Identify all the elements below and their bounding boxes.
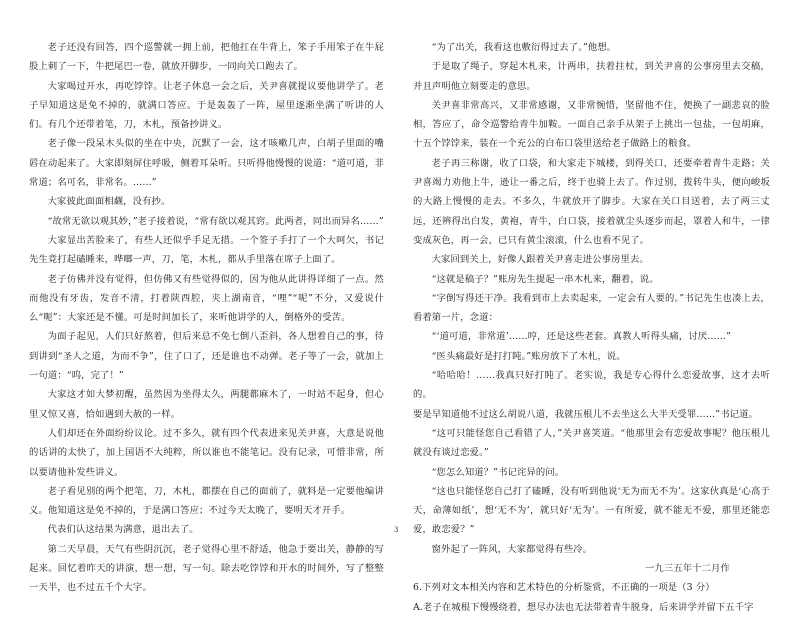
paragraph: “这就是稿子？”账房先生提起一串木札来，翻着，说。	[431, 273, 659, 285]
paragraph: 大家显出苦脸来了，有些人还似乎手足无措。一个签子手打了一个大呵欠，书记先生竟打起磕睡来，哗啷一声，刀，笔，木札，都从手里落在席子上面了。	[29, 234, 384, 266]
paragraph: 大家这才如大梦初醒，虽然因为坐得太久，两腿都麻木了，一时站不起身，但心里又惊又喜，恰如遇到大赦的一样。	[29, 389, 384, 420]
right-text-column	[413, 38, 770, 617]
paragraph: “您怎么知道？”书记诧异的问。	[431, 466, 565, 478]
paragraph: 关尹喜非常高兴，又非常感谢，又非常惋惜，坚留他不住，便换了一副悲哀的脸相，答应了，命令巡警给青牛加鞍。一面自己亲手从架子上挑出一包盐，一包胡麻，十五个饽饽来，装在一个充公的白布口袋里送给老子做路上的粮食。	[413, 99, 770, 150]
paragraph: 窗外起了一阵风，大家都觉得有些冷。	[431, 543, 593, 555]
paragraph: “‘道可道，非常道’……哼，还是这些老套。真教人听得头痛，讨厌……”	[431, 331, 732, 343]
paragraph: “医头痛最好是打打盹。”账房放下了木札，说。	[431, 350, 626, 362]
paragraph: 要是早知道他不过这么胡说八道，我就压根儿不去坐这么大半天受罪……”书记道。	[413, 408, 758, 420]
paragraph: “这也只能怪您自己打了磕睡，没有听到他说‘无为而无不为’。这家伙真是‘心高于天，命薄如纸’，想‘无不为’，就只好‘无为’。一有所爱，就不能无不爱，那里还能恋爱，敢恋爱？”	[413, 485, 770, 536]
paragraph: 老子还没有回答，四个巡警就一拥上前，把他扛在牛背上，笨子手用笨子在牛屁股上刺了一下，牛把尾巴一卷，就放开脚步，一同向关口跑去了。	[29, 42, 384, 73]
paragraph: 老子仿佛并没有觉得，但仿佛又有些觉得似的，因为他从此讲得详细了一点。然而他没有牙齿，发音不清，打着陕西腔，夹上湖南音，“哩”“呢”不分，又爱说什么“呃”：大家还是不懂。可是时间加长了，来听他讲学的人，倒格外的受苦。	[29, 273, 384, 324]
paragraph: 于是取了绳子，穿起木札来，计两串，扶着拄杖，到关尹喜的公事房里去交稿，并且声明他立刻要走的意思。	[413, 61, 770, 92]
paragraph: 老子再三称谢，收了口袋，和大家走下城楼，到得关口，还要牵着青牛走路；关尹喜竭力劝他上牛，逊让一番之后，终于也骑上去了。作过别，拨转牛头，便向峻坂的大路上慢慢的走去。不多久，牛就放开了脚步。大家在关口目送着，去了两三丈远，还辨得出白发，黄袍，青牛，白口袋，接着就尘头逐步而起，罩着人和牛，一律变成灰色，再一会，已只有黄尘滚滚，什么也看不见了。	[413, 157, 770, 246]
left-text-column	[29, 38, 384, 598]
option-a: A.老子在城根下慢慢绕着，想尽办法也无法带着青牛脱身，后来讲学并留下五千字	[413, 601, 754, 613]
paragraph: “故常无欲以观其妙，”老子接着说，“常有欲以观其窍。此两者，同出而异名……”	[47, 215, 384, 227]
paragraph: 第二天早晨，天气有些阴沉沉，老子觉得心里不舒适，他急于要出关，静静的写起来。回忆着昨天的讲演，想一想，写一句。除去吃饽饽和开水的时间外，写了整整一天半，也不过五千个大字。	[29, 543, 384, 594]
paragraph: 老子像一段呆木头似的坐在中央，沉默了一会，这才咳嗽几声，白胡子里面的嘴唇在动起来了。大家即刻屏住呼吸，侧着耳朵听。只听得他慢慢的说道：“道可道，非常道；名可名，非常名。……”	[29, 138, 384, 189]
paragraph: 老子看见别的两个把笔，刀，木札，都摆在自己的面前了，就料是一定要他编讲义。他知道这是免不掉的，于是满口答应；不过今天太晚了，要明天才开手。	[29, 485, 384, 517]
paragraph: 大家回到关上，好像人跟着关尹喜走进公事房里去。	[431, 254, 649, 266]
paragraph: 代表们认这结果为满意，退出去了。	[47, 524, 199, 536]
paragraph: “字倒写得还干净。我看到市上去卖起来，一定会有人要的。”书记先生也凑上去，看着第一片，念道：	[413, 292, 770, 324]
date-line: 一九三五年十二月作	[644, 563, 730, 575]
page-number: 3	[394, 526, 399, 534]
paragraph: “哈哈哈！……我真只好打盹了。老实说，我是专心得什么恋爱故事，这才去听的。	[413, 370, 770, 401]
paragraph: “为了出关，我看这也敷衍得过去了。”他想。	[431, 42, 617, 53]
question-stem: 6.下列对文本相关内容和艺术特色的分析鉴赏，不正确的一项是（3 分）	[413, 582, 715, 594]
paragraph: 为面子起见，人们只好熬着，但后来总不免七倒八歪斜，各人想着自己的事，待到讲到“圣人之道，为而不争”，住了口了，还是谁也不动弹。老子等了一会，就加上一句道：“呜，完了！”	[29, 331, 384, 382]
paragraph: 大家喝过开水，再吃饽饽。让老子休息一会之后，关尹喜就提议要他讲学了。老子早知道这是免不掉的，就满口答应。于是轰轰了一阵，屋里逐渐坐满了听讲的人们。有几个还带着笔，刀，木札，预备抄讲义。	[29, 80, 384, 131]
paragraph: “这可只能怪您自己看错了人，”关尹喜笑道。“他那里会有恋爱故事呢？他压根儿就没有谈过恋爱。”	[413, 427, 770, 459]
paragraph: 大家彼此面面相觑，没有抄。	[47, 196, 171, 208]
paragraph: 人们却还在外面纷纷议论。过不多久，就有四个代表进来见关尹喜，大意是说他的话讲的太快了，加上国语不大纯粹，所以谁也不能笔记。没有记录，可惜非常，所以要请他补发些讲义。	[29, 427, 384, 478]
